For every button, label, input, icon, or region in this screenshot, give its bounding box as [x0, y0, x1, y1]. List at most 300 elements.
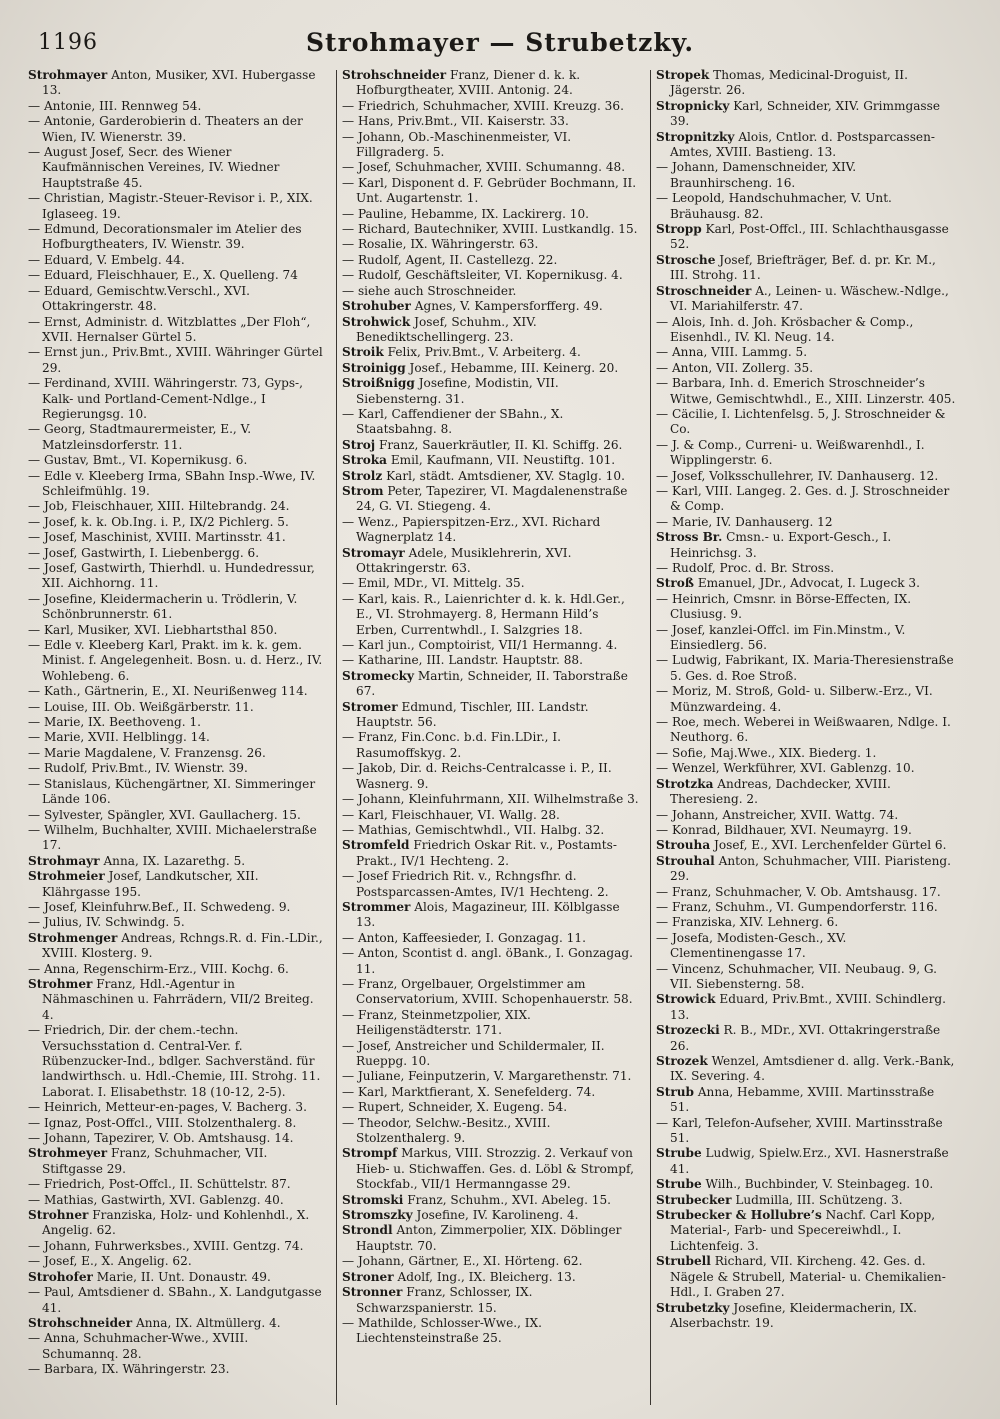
- entry-details: Rudolf, Proc. d. Br. Stross.: [671, 561, 835, 575]
- entry-details: Franz, Diener d. k. k. Hofburgtheater, XVIII. Antonig. 24.: [356, 68, 581, 98]
- directory-entry: [342, 207, 642, 222]
- directory-entry: [656, 1054, 956, 1085]
- directory-entry: [28, 499, 328, 514]
- entry-details: Katharine, III. Landstr. Hauptstr. 88.: [357, 653, 583, 668]
- entry-surname: Strubell: [656, 1254, 711, 1269]
- directory-entry: [342, 1116, 642, 1147]
- directory-entry: [342, 838, 642, 869]
- ditto-dash: —: [656, 314, 672, 329]
- directory-entry: [656, 777, 956, 808]
- directory-entry: [656, 99, 956, 130]
- entry-details: Karl, Caffendiener der SBahn., X. Staatsbahng. 8.: [356, 406, 564, 437]
- entry-details: Franz, Schuhmacher, V. Ob. Amtshausg. 17.: [671, 884, 941, 899]
- entry-details: Anna, Schuhmacher-Wwe., XVIII. Schumannq. 28.: [42, 1331, 249, 1361]
- directory-entry: [342, 361, 642, 376]
- directory-entry: [342, 1039, 642, 1070]
- entry-surname: Stroinigg: [342, 360, 406, 375]
- entry-details: Edmund, Tischler, III. Landstr. Hauptstr. 56.: [356, 699, 589, 730]
- entry-surname: Strohuber: [342, 299, 411, 314]
- ditto-dash: —: [28, 807, 44, 822]
- directory-entry: [342, 237, 642, 252]
- ditto-dash: —: [656, 191, 672, 206]
- directory-entry: [28, 1285, 328, 1316]
- directory-entry: [342, 700, 642, 731]
- directory-entry: [342, 761, 642, 792]
- directory-entry: [656, 515, 956, 530]
- directory-entry: [342, 900, 642, 931]
- directory-entry: [656, 854, 956, 885]
- directory-entry: [28, 284, 328, 315]
- ditto-dash: —: [342, 792, 358, 807]
- directory-entry: [656, 1177, 956, 1192]
- ditto-dash: —: [342, 822, 358, 837]
- directory-entry: [342, 576, 642, 591]
- entry-details: Ludwig, Spielw.Erz., XVI. Hasnerstraße 41.: [670, 1146, 949, 1176]
- ditto-dash: —: [28, 699, 44, 714]
- entry-details: Karl jun., Comptoirist, VII/1 Hermanng. 4.: [357, 638, 618, 653]
- entry-details: Ludwig, Fabrikant, IX. Maria-Theresienstraße 5. Ges. d. Roe Stroß.: [670, 653, 954, 683]
- entry-details: Roe, mech. Weberei in Weißwaaren, Ndlge. I. Neuthorg. 6.: [670, 715, 951, 745]
- directory-entry: [656, 592, 956, 623]
- entry-details: Wenzel, Amtsdiener d. allg. Verk.-Bank, IX. Severing. 4.: [670, 1054, 955, 1084]
- directory-entry: [28, 561, 328, 592]
- ditto-dash: —: [656, 406, 672, 421]
- directory-entry: [656, 191, 956, 222]
- entry-details: Peter, Tapezirer, VI. Magdalenenstraße 24, G. VI. Stiegeng. 4.: [356, 483, 628, 514]
- entry-details: Barbara, Inh. d. Emerich Stroschneider’s Witwe, Gemischtwhdl., E., XIII. Linzerstr. 405.: [670, 376, 956, 406]
- entry-details: Josef, E., X. Angelig. 62.: [43, 1254, 192, 1269]
- entry-surname: Strubecker & Hollubre’s: [656, 1208, 822, 1223]
- entry-surname: Stropek: [656, 68, 710, 82]
- ditto-dash: —: [342, 283, 358, 298]
- directory-entry: [342, 1223, 642, 1254]
- entry-details: Alois, Cntlor. d. Postsparcassen-Amtes, XVIII. Bastieng. 13.: [670, 129, 935, 160]
- ditto-dash: —: [28, 345, 44, 360]
- directory-entry: [28, 114, 328, 145]
- directory-entry: [28, 900, 328, 915]
- directory-entry: [342, 653, 642, 668]
- entry-details: Adele, Musiklehrerin, XVI. Ottakringerstr. 63.: [356, 545, 572, 575]
- ditto-dash: —: [28, 1131, 44, 1146]
- entry-details: Gustav, Bmt., VI. Kopernikusg. 6.: [43, 453, 248, 468]
- entry-details: Pauline, Hebamme, IX. Lackirerg. 10.: [357, 206, 590, 221]
- entry-details: Kath., Gärtnerin, E., XI. Neurißenweg 114.: [43, 684, 308, 699]
- directory-entry: [342, 1285, 642, 1316]
- ditto-dash: —: [342, 591, 358, 606]
- entry-details: Eduard, Gemischtw.Verschl., XVI. Ottakringerstr. 48.: [42, 283, 250, 314]
- ditto-dash: —: [342, 514, 358, 529]
- entry-details: Emil, Kaufmann, VII. Neustiftg. 101.: [390, 453, 616, 468]
- directory-entry: [342, 931, 642, 946]
- entry-surname: Stroißnigg: [342, 376, 415, 391]
- ditto-dash: —: [342, 222, 358, 237]
- ditto-dash: —: [342, 653, 358, 668]
- directory-entry: [342, 1085, 642, 1100]
- directory-entry: [342, 268, 642, 283]
- directory-entry: [28, 68, 328, 99]
- entry-details: Anna, Regenschirm-Erz., VIII. Kochg. 6.: [43, 961, 289, 976]
- ditto-dash: —: [342, 114, 358, 129]
- directory-column-3: [656, 68, 956, 1408]
- entry-details: Mathias, Gemischtwhdl., VII. Halbg. 32.: [357, 822, 605, 837]
- ditto-dash: —: [28, 1254, 44, 1269]
- directory-entry: [28, 530, 328, 545]
- entry-details: Josef, Landkutscher, XII. Klährgasse 195.: [42, 869, 259, 899]
- ditto-dash: —: [28, 1115, 44, 1130]
- directory-entry: [342, 869, 642, 900]
- ditto-dash: —: [28, 114, 44, 129]
- ditto-dash: —: [342, 1254, 358, 1269]
- entry-details: Richard, VII. Kircheng. 42. Ges. d. Nägele & Strubell, Material- u. Chemikalien-Hdl., I. Graben 27.: [670, 1254, 946, 1300]
- directory-entry: [656, 653, 956, 684]
- directory-entry: [342, 469, 642, 484]
- directory-entry: [342, 299, 642, 314]
- directory-entry: [656, 68, 956, 99]
- entry-details: Edmund, Decorationsmaler im Atelier des Hofburgtheaters, IV. Wienstr. 39.: [42, 222, 302, 252]
- ditto-dash: —: [28, 422, 44, 437]
- ditto-dash: —: [28, 98, 44, 113]
- directory-entry: [656, 715, 956, 746]
- ditto-dash: —: [28, 915, 44, 930]
- ditto-dash: —: [342, 1038, 358, 1053]
- ditto-dash: —: [656, 884, 672, 899]
- ditto-dash: —: [656, 345, 672, 360]
- directory-entry: [28, 1316, 328, 1331]
- entry-details: Alois, Inh. d. Joh. Krösbacher & Comp., Eisenhdl., IV. Kl. Neug. 14.: [670, 314, 914, 344]
- entry-surname: Stroschneider: [656, 283, 752, 298]
- entry-details: Karl, Telefon-Aufseher, XVIII. Martinsstraße 51.: [670, 1115, 943, 1146]
- entry-details: Karl, VIII. Langeg. 2. Ges. d. J. Stroschneider & Comp.: [670, 483, 950, 514]
- entry-surname: Strouha: [656, 838, 711, 853]
- entry-details: Anna, Hebamme, XVIII. Martinsstraße 51.: [670, 1084, 935, 1115]
- entry-details: Karl, Post-Offcl., III. Schlachthausgasse 52.: [670, 222, 949, 252]
- ditto-dash: —: [28, 561, 44, 575]
- entry-details: Karl, Musiker, XVI. Liebhartsthal 850.: [43, 622, 278, 637]
- entry-details: Marie, IX. Beethoveng. 1.: [43, 715, 201, 730]
- entry-surname: Strozecki: [656, 1023, 720, 1038]
- entry-details: Josef, Kleinfuhrw.Bef., II. Schwedeng. 9.: [43, 899, 291, 914]
- entry-details: Edle v. Kleeberg Karl, Prakt. im k. k. gem. Minist. f. Angelegenheit. Bosn. u. d. Herz., IV. Wohlebeng. 6.: [42, 638, 323, 683]
- ditto-dash: —: [28, 622, 44, 637]
- entry-surname: Stronner: [342, 1285, 403, 1300]
- ditto-dash: —: [28, 1100, 44, 1115]
- entry-details: siehe auch Stroschneider.: [357, 283, 517, 298]
- ditto-dash: —: [342, 976, 358, 991]
- directory-entry: [656, 438, 956, 469]
- entry-details: Josef, Gastwirth, Thierhdl. u. Hundedressur, XII. Aichhorng. 11.: [42, 561, 315, 591]
- directory-entry: [28, 823, 328, 854]
- entry-details: Marie, XVII. Helblingg. 14.: [43, 730, 210, 745]
- directory-entry: [656, 838, 956, 853]
- directory-entry: [342, 977, 642, 1008]
- entry-details: Josef, Gastwirth, I. Liebenbergg. 6.: [43, 545, 260, 560]
- entry-details: Theodor, Selchw.-Besitz., XVIII. Stolzenthalerg. 9.: [356, 1115, 551, 1146]
- entry-details: Josef, E., XVI. Lerchenfelder Gürtel 6.: [714, 838, 947, 853]
- directory-entry: [342, 1254, 642, 1269]
- entry-details: Karl, Disponent d. F. Gebrüder Bochmann, II. Unt. Augartenstr. 1.: [356, 175, 637, 206]
- entry-details: Louise, III. Ob. Weißgärberstr. 11.: [43, 699, 254, 714]
- entry-details: Ernst, Administr. d. Witzblattes „Der Floh“, XVII. Hernalser Gürtel 5.: [42, 314, 311, 344]
- directory-entry: [342, 1208, 642, 1223]
- entry-details: Juliane, Feinputzerin, V. Margarethenstr. 71.: [357, 1069, 632, 1084]
- directory-entry: [342, 99, 642, 114]
- directory-entry: [656, 684, 956, 715]
- directory-entry: [342, 515, 642, 546]
- directory-entry: [28, 1100, 328, 1115]
- entry-details: Martin, Schneider, II. Taborstraße 67.: [356, 668, 628, 699]
- entry-surname: Strozek: [656, 1054, 708, 1068]
- entry-details: Julius, IV. Schwindg. 5.: [43, 915, 185, 930]
- entry-details: Johann, Kleinfuhrmann, XII. Wilhelmstraße 3.: [357, 792, 639, 807]
- ditto-dash: —: [342, 1007, 358, 1022]
- directory-entry: [28, 145, 328, 191]
- entry-details: Friedrich, Schuhmacher, XVIII. Kreuzg. 36.: [357, 98, 624, 113]
- ditto-dash: —: [28, 268, 44, 283]
- directory-entry: [656, 992, 956, 1023]
- entry-details: Moriz, M. Stroß, Gold- u. Silberw.-Erz., VI. Münzwardeing. 4.: [670, 684, 933, 714]
- ditto-dash: —: [28, 1285, 44, 1300]
- directory-entry: [28, 453, 328, 468]
- entry-details: Hans, Priv.Bmt., VII. Kaiserstr. 33.: [357, 114, 569, 129]
- entry-surname: Strouhal: [656, 853, 715, 868]
- running-title: Strohmayer — Strubetzky.: [305, 28, 695, 57]
- ditto-dash: —: [342, 252, 358, 267]
- entry-details: A., Leinen- u. Wäschew.-Ndlge., VI. Mariahilferstr. 47.: [670, 283, 949, 314]
- entry-details: Franz, Schuhmacher, VII. Stiftgasse 29.: [42, 1146, 268, 1176]
- entry-details: Richard, Bautechniker, XVIII. Lustkandlg. 15.: [357, 222, 638, 237]
- entry-details: Wilh., Buchbinder, V. Steinbageg. 10.: [705, 1177, 934, 1192]
- ditto-dash: —: [656, 561, 672, 575]
- directory-entry: [656, 561, 956, 576]
- directory-entry: [28, 1254, 328, 1269]
- ditto-dash: —: [342, 406, 358, 421]
- entry-details: Anton, Scontist d. angl. öBank., I. Gonzagag. 11.: [356, 946, 633, 976]
- ditto-dash: —: [342, 576, 358, 591]
- directory-entry: [656, 1023, 956, 1054]
- entry-surname: Strube: [656, 1146, 702, 1161]
- ditto-dash: —: [28, 638, 44, 653]
- ditto-dash: —: [28, 1362, 44, 1377]
- directory-entry: [656, 253, 956, 284]
- directory-entry: [342, 315, 642, 346]
- entry-surname: Strubetzky: [656, 1300, 730, 1315]
- directory-entry: [656, 915, 956, 930]
- entry-details: Anton, Schuhmacher, VIII. Piaristeng. 29.: [670, 853, 951, 884]
- entry-details: Stanislaus, Küchengärtner, XI. Simmeringer Lände 106.: [42, 776, 316, 807]
- directory-entry: [656, 130, 956, 161]
- entry-details: Rupert, Schneider, X. Eugeng. 54.: [357, 1100, 568, 1115]
- ditto-dash: —: [28, 776, 44, 791]
- ditto-dash: —: [28, 1331, 44, 1346]
- entry-surname: Strohschneider: [28, 1315, 133, 1330]
- entry-details: R. B., MDr., XVI. Ottakringerstraße 26.: [670, 1023, 941, 1053]
- directory-entry: [342, 438, 642, 453]
- directory-entry: [656, 222, 956, 253]
- entry-details: Edle v. Kleeberg Irma, SBahn Insp.-Wwe, IV. Schleifmühlg. 19.: [42, 468, 316, 498]
- entry-details: Ernst jun., Priv.Bmt., XVIII. Währinger Gürtel 29.: [42, 345, 323, 375]
- entry-details: Heinrich, Cmsnr. in Börse-Effecten, IX. Clusiusg. 9.: [670, 591, 912, 622]
- entry-details: Josef, Maschinist, XVIII. Martinsstr. 41.: [43, 530, 286, 545]
- directory-entry: [28, 1208, 328, 1239]
- entry-details: Marie, IV. Danhauserg. 12: [671, 514, 833, 529]
- entry-details: Sylvester, Spängler, XVI. Gaullacherg. 15.: [43, 807, 301, 822]
- directory-entry: [28, 915, 328, 930]
- entry-details: Thomas, Medicinal-Droguist, II. Jägerstr. 26.: [670, 68, 908, 98]
- ditto-dash: —: [342, 869, 358, 884]
- entry-surname: Stropnicky: [656, 98, 730, 113]
- ditto-dash: —: [656, 715, 672, 730]
- entry-details: Josef Friedrich Rit. v., Rchngsfhr. d. Postsparcassen-Amtes, IV/1 Hechteng. 2.: [356, 869, 609, 899]
- page-number: 1196: [38, 30, 98, 55]
- directory-entry: [28, 777, 328, 808]
- entry-surname: Strohwick: [342, 314, 411, 329]
- entry-details: Anton, Kaffeesieder, I. Gonzagag. 11.: [357, 930, 586, 945]
- directory-entry: [656, 315, 956, 346]
- entry-details: Friedrich, Dir. der chem.-techn. Versuchsstation d. Central-Ver. f. Rübenzucker-Ind., bdlger. Sachverständ. für landwirthsch. u. Hdl.-Chemie, III. Strohg. 11. Laborat. I. Elisabethstr. 18 (10-12, 2-5).: [42, 1023, 321, 1099]
- directory-entry: [28, 345, 328, 376]
- directory-entry: [656, 823, 956, 838]
- ditto-dash: —: [28, 745, 44, 760]
- directory-entry: [28, 1270, 328, 1285]
- directory-entry: [342, 669, 642, 700]
- ditto-dash: —: [342, 730, 358, 745]
- entry-surname: Stromski: [342, 1192, 404, 1207]
- entry-details: Wenz., Papierspitzen-Erz., XVI. Richard Wagnerplatz 14.: [356, 514, 601, 545]
- entry-details: Jakob, Dir. d. Reichs-Centralcasse i. P., II. Wasnerg. 9.: [356, 761, 612, 791]
- entry-surname: Strompf: [342, 1146, 398, 1161]
- directory-entry: [28, 1331, 328, 1362]
- ditto-dash: —: [656, 915, 672, 930]
- directory-entry: [656, 1208, 956, 1254]
- directory-entry: [28, 684, 328, 699]
- entry-details: Ludmilla, III. Schützeng. 3.: [735, 1192, 903, 1207]
- directory-entry: [28, 761, 328, 776]
- entry-details: Franz, Sauerkräutler, II. Kl. Schiffg. 26.: [379, 437, 623, 452]
- entry-surname: Stroik: [342, 345, 384, 360]
- entry-surname: Strosche: [656, 252, 716, 267]
- entry-details: Franziska, Holz- und Kohlenhdl., X. Angelig. 62.: [42, 1208, 310, 1238]
- ditto-dash: —: [342, 638, 358, 653]
- ditto-dash: —: [342, 761, 358, 776]
- entry-details: Wenzel, Werkführer, XVI. Gablenzg. 10.: [671, 761, 915, 776]
- directory-entry: [28, 977, 328, 1023]
- entry-details: Johann, Gärtner, E., XI. Hörteng. 62.: [357, 1254, 583, 1269]
- entry-details: Anton, VII. Zollerg. 35.: [671, 360, 814, 375]
- entry-details: Nachf. Carl Kopp, Material-, Farb- und Specereiwhdl., I. Lichtenfeig. 3.: [670, 1208, 936, 1253]
- entry-details: Paul, Amtsdiener d. SBahn., X. Landgutgasse 41.: [42, 1285, 322, 1315]
- directory-entry: [656, 746, 956, 761]
- ditto-dash: —: [28, 730, 44, 745]
- entry-surname: Strohmeier: [28, 869, 105, 884]
- entry-details: Georg, Stadtmaurermeister, E., V. Matzleinsdorferstr. 11.: [42, 422, 252, 452]
- entry-details: Franziska, XIV. Lehnerg. 6.: [671, 915, 839, 930]
- entry-details: Marie, II. Unt. Donaustr. 49.: [96, 1269, 271, 1284]
- entry-surname: Strub: [656, 1084, 694, 1099]
- entry-details: Mathias, Gastwirth, XVI. Gablenzg. 40.: [43, 1192, 284, 1207]
- ditto-dash: —: [342, 1315, 358, 1330]
- directory-entry: [342, 222, 642, 237]
- directory-entry: [342, 1100, 642, 1115]
- directory-entry: [28, 191, 328, 222]
- entry-details: Rudolf, Agent, II. Castellezg. 22.: [357, 252, 558, 267]
- entry-details: Barbara, IX. Währingerstr. 23.: [43, 1362, 230, 1377]
- ditto-dash: —: [342, 1100, 358, 1115]
- ditto-dash: —: [28, 961, 44, 976]
- directory-column-2: [342, 68, 642, 1408]
- entry-surname: Stromayr: [342, 545, 405, 560]
- ditto-dash: —: [656, 822, 672, 837]
- ditto-dash: —: [28, 530, 44, 545]
- directory-entry: [28, 422, 328, 453]
- ditto-dash: —: [656, 483, 672, 498]
- directory-entry: [656, 160, 956, 191]
- directory-entry: [28, 1239, 328, 1254]
- directory-entry: [342, 1270, 642, 1285]
- directory-entry: [342, 284, 642, 299]
- entry-details: Karl, städt. Amtsdiener, XV. Staglg. 10.: [386, 468, 625, 483]
- ditto-dash: —: [28, 684, 44, 699]
- directory-entry: [28, 715, 328, 730]
- entry-details: Heinrich, Metteur-en-pages, V. Bacherg. 3.: [43, 1100, 307, 1115]
- directory-entry: [28, 638, 328, 684]
- directory-entry: [28, 854, 328, 869]
- entry-surname: Strohmer: [28, 976, 93, 991]
- ditto-dash: —: [28, 514, 44, 529]
- directory-entry: [28, 469, 328, 500]
- directory-entry: [656, 900, 956, 915]
- directory-entry: [28, 1177, 328, 1192]
- entry-details: Josef., Hebamme, III. Keinerg. 20.: [409, 360, 619, 375]
- entry-details: Josef, k. k. Ob.Ing. i. P., IX/2 Pichlerg. 5.: [43, 514, 289, 529]
- directory-entry: [342, 823, 642, 838]
- entry-details: Franz, Hdl.-Agentur in Nähmaschinen u. Fahrrädern, VII/2 Breiteg. 4.: [42, 976, 314, 1022]
- directory-entry: [656, 469, 956, 484]
- ditto-dash: —: [342, 237, 358, 252]
- entry-details: Eduard, Priv.Bmt., XVIII. Schindlerg. 13.: [670, 992, 946, 1022]
- page-header: [0, 22, 1000, 62]
- ditto-dash: —: [656, 160, 672, 175]
- entry-details: Christian, Magistr.-Steuer-Revisor i. P., XIX. Iglaseeg. 19.: [42, 191, 313, 221]
- directory-entry: [28, 376, 328, 422]
- ditto-dash: —: [28, 545, 44, 560]
- ditto-dash: —: [342, 268, 358, 283]
- directory-entry: [342, 1193, 642, 1208]
- entry-details: Eduard, V. Embelg. 44.: [43, 252, 185, 267]
- entry-details: Mathilde, Schlosser-Wwe., IX. Liechtensteinstraße 25.: [356, 1315, 542, 1346]
- directory-entry: [656, 808, 956, 823]
- entry-details: Antonie, Garderobierin d. Theaters an der Wien, IV. Wienerstr. 39.: [42, 114, 303, 144]
- entry-details: Anton, Musiker, XVI. Hubergasse 13.: [42, 68, 316, 98]
- directory-entry: [656, 376, 956, 407]
- entry-details: Vincenz, Schuhmacher, VII. Neubaug. 9, G. VII. Siebensterng. 58.: [670, 961, 938, 991]
- entry-details: Marie Magdalene, V. Franzensg. 26.: [43, 745, 266, 760]
- ditto-dash: —: [28, 715, 44, 730]
- entry-details: Josefine, Kleidermacherin, IX. Alserbachstr. 19.: [670, 1300, 917, 1330]
- entry-details: Emil, MDr., VI. Mittelg. 35.: [357, 576, 525, 591]
- directory-entry: [656, 1085, 956, 1116]
- directory-entry: [656, 1301, 956, 1332]
- entry-surname: Strohmeyer: [28, 1146, 108, 1161]
- ditto-dash: —: [28, 1023, 44, 1038]
- entry-details: Josef, Schuhm., XIV. Benediktschellingerg. 23.: [356, 314, 537, 344]
- directory-entry: [28, 592, 328, 623]
- directory-entry: [656, 345, 956, 360]
- ditto-dash: —: [342, 160, 358, 175]
- directory-entry: [656, 284, 956, 315]
- ditto-dash: —: [342, 807, 358, 822]
- directory-entry: [342, 130, 642, 161]
- entry-details: Markus, VIII. Strozzig. 2. Verkauf von Hieb- u. Stichwaffen. Ges. d. Löbl & Strompf, Stockfab., VII/1 Hermanngasse 29.: [356, 1146, 634, 1192]
